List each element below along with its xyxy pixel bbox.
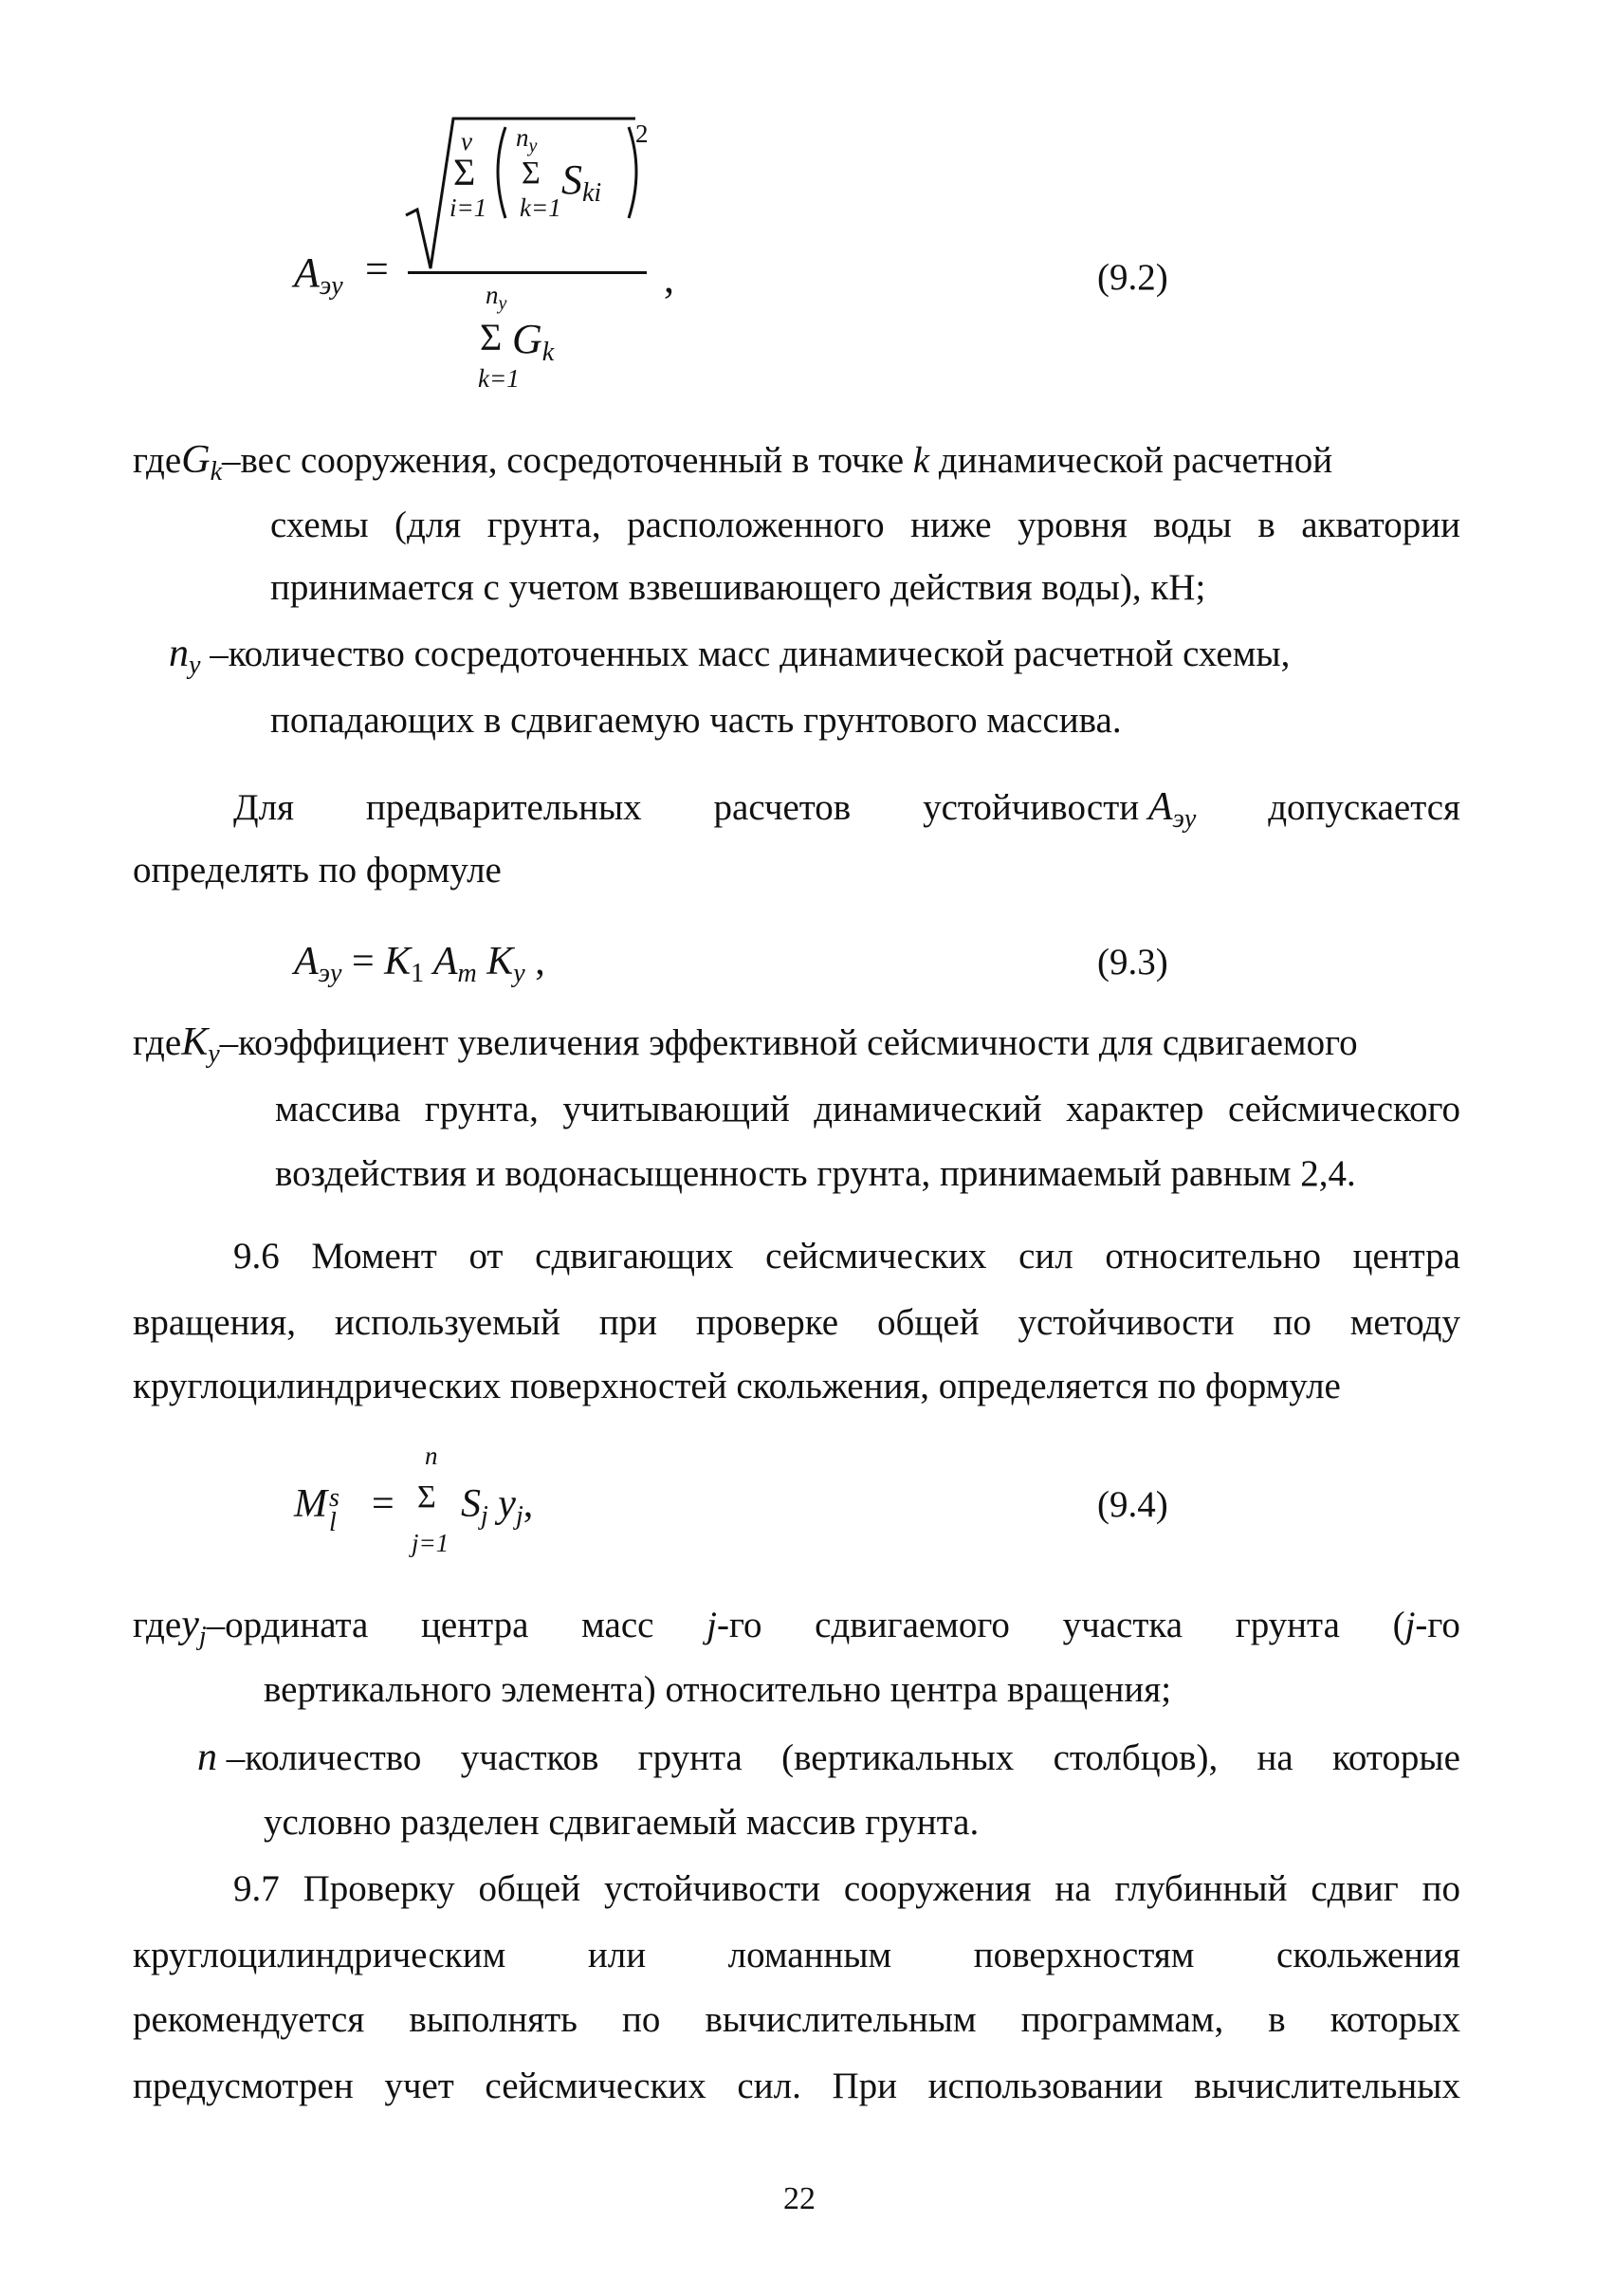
- inner-sum-sign: Σ: [522, 156, 541, 191]
- paragraph-prelim-line1: Для предварительных расчетов устойчивости $A_{эу}$ допускается: [233, 785, 1460, 834]
- definition-gk-line2: схемы (для грунта, расположенного ниже уровня воды в акватории: [270, 505, 1460, 545]
- equals-sign: =: [365, 246, 389, 292]
- definition-ny-line2: попадающих в сдвигаемую часть грунтового массива.: [270, 700, 1122, 741]
- paragraph-9-7-line1: 9.7 Проверку общей устойчивости сооружения на глубинный сдвиг по: [233, 1868, 1460, 1909]
- paragraph-9-7-line3: рекомендуется выполнять по вычислительным программам, в которых: [133, 1999, 1460, 2040]
- inner-sum-top: $n_y$: [516, 123, 538, 156]
- formula-94-lhs: M s l: [294, 1482, 339, 1537]
- den-sum-bottom: k=1: [478, 364, 520, 393]
- definition-yj-line2: вертикального элемента) относительно центра вращения;: [264, 1669, 1172, 1710]
- formula-comma: ,: [664, 255, 674, 302]
- paragraph-9-6-line2: вращения, используемый при проверке общей устойчивости по методу: [133, 1302, 1460, 1343]
- outer-sum-bottom: i=1: [449, 193, 487, 222]
- paragraph-9-6-line3: круглоцилиндрических поверхностей скольжения, определяется по формуле: [133, 1366, 1341, 1406]
- formula-lhs: $A_{эу}$: [294, 249, 343, 301]
- definition-gk-line3: принимается с учетом взвешивающего действия воды), кН;: [270, 567, 1206, 608]
- formula-94-sum-bottom: j=1: [412, 1529, 449, 1557]
- inner-sum-bottom: k=1: [520, 193, 561, 222]
- definition-n-line1: n –количество участков грунта (вертикальных столбцов), на которые: [197, 1736, 1460, 1779]
- definition-n-line2: условно разделен сдвигаемый массив грунта.: [264, 1802, 980, 1843]
- den-sum-top: $n_y$: [486, 281, 507, 314]
- definition-ny-line1: $n_y$ –количество сосредоточенных масс динамической расчетной схемы,: [169, 632, 1291, 680]
- formula-94-term: $S_j$ $y_j$,: [461, 1482, 534, 1531]
- inner-term: $S_{ki}$: [561, 156, 602, 208]
- den-term: $G_k$: [512, 316, 555, 367]
- definition-ky-line1: гдеK$_y$–коэффициент увеличения эффективной сейсмичности для сдвигаемого: [133, 1020, 1358, 1069]
- page-number: 22: [783, 2181, 816, 2216]
- formula-94-equals: =: [372, 1482, 394, 1526]
- outer-sum-top: ν: [461, 127, 472, 156]
- formula-9-3: $A_{эу} = K_1$ $A_т$ $K_y$ ,: [294, 940, 545, 988]
- paragraph-9-6-line1: 9.6 Момент от сдвигающих сейсмических сил относительно центра: [233, 1236, 1460, 1277]
- equation-number-9-4: (9.4): [1097, 1484, 1168, 1525]
- fraction-bar: [408, 271, 647, 274]
- definition-ky-line3: воздействия и водонасыщенность грунта, принимаемый равным 2,4.: [275, 1153, 1356, 1194]
- power-two: 2: [635, 119, 649, 148]
- definition-gk-line1: гдеG$_k$–вес сооружения, сосредоточенный в точке k динамической расчетной: [133, 438, 1333, 487]
- formula-94-sum-top: n: [425, 1442, 438, 1470]
- paragraph-9-7-line2: круглоцилиндрическим или ломанным поверхностям скольжения: [133, 1935, 1460, 1975]
- outer-sum-sign: Σ: [453, 151, 476, 193]
- paragraph-9-7-line4: предусмотрен учет сейсмических сил. При использовании вычислительных: [133, 2066, 1460, 2106]
- den-sum-sign: Σ: [480, 316, 503, 358]
- equation-number-9-3: (9.3): [1097, 942, 1168, 983]
- equation-number-9-2: (9.2): [1097, 257, 1168, 298]
- definition-ky-line2: массива грунта, учитывающий динамический характер сейсмического: [275, 1089, 1460, 1130]
- formula-94-sum-sign: Σ: [417, 1479, 436, 1515]
- definition-yj-line1: гдеy$_j$–ордината центра масс j-го сдвигаемого участка грунта (j-го: [133, 1603, 1460, 1651]
- paragraph-prelim-line2: определять по формуле: [133, 850, 502, 891]
